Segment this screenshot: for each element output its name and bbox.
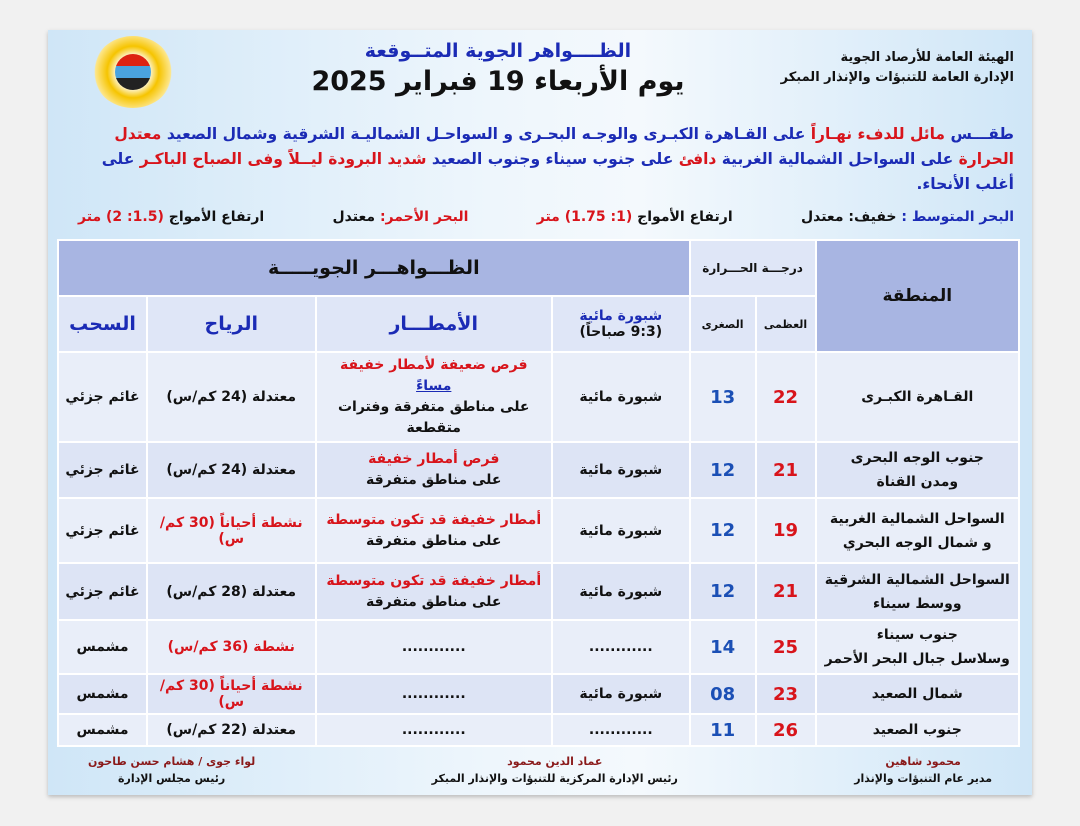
table-row	[58, 620, 1019, 674]
table-row	[58, 352, 1019, 442]
weather-summary	[62, 122, 1014, 197]
ema-logo	[93, 36, 173, 108]
region-cell: جنوب الصعيد	[816, 714, 1019, 746]
title: الظــــواهر الجوية المتــوقعة	[364, 40, 632, 62]
fog-cell: شبورة مائية	[552, 674, 690, 714]
organization	[734, 48, 1014, 88]
fog-cell: شبورة مائية	[552, 442, 690, 498]
clouds-cell: غائم جزئي	[58, 563, 147, 620]
region-cell: جنوب سيناء وسلاسل جبال البحر الأحمر	[816, 620, 1019, 674]
red-waves: ارتفاع الأمواج (1.5: 2) متر	[78, 209, 265, 225]
wind-cell: نشطة أحياناً (30 كم/س)	[147, 498, 316, 563]
forecast-table	[57, 239, 1020, 747]
signatures	[88, 753, 992, 787]
rain-cell: أمطار خفيفة قد تكون متوسطة على مناطق متفرقة	[316, 498, 552, 563]
header	[48, 30, 1032, 118]
table-row	[58, 674, 1019, 714]
max-temp: 25	[756, 620, 816, 674]
table-row	[58, 498, 1019, 563]
fog-cell: شبورة مائية	[552, 498, 690, 563]
rain-cell: فرص أمطار خفيفة على مناطق متفرقة	[316, 442, 552, 498]
summary-text: على القـاهرة الكبـرى والوجـه البحـرى و السواحـل الشماليـة الشرقية وشمال الصعيد	[166, 125, 806, 143]
summary-text: على أغلب الأنحاء.	[101, 150, 1014, 193]
max-temp: 21	[756, 563, 816, 620]
phenomena-header: الظـــواهـــر الجويـــــة	[58, 240, 690, 296]
table-row	[58, 563, 1019, 620]
min-temp: 12	[690, 563, 756, 620]
rain-cell: أمطار خفيفة قد تكون متوسطة على مناطق متفرقة	[316, 563, 552, 620]
wind-cell: نشطة أحياناً (30 كم/س)	[147, 674, 316, 714]
temp-header: درجـــة الحـــرارة	[690, 240, 816, 296]
rain-cell: ............	[316, 714, 552, 746]
org-department: الإدارة العامة للتنبؤات والإنذار المبكر	[780, 70, 1014, 85]
wind-cell: معتدلة (28 كم/س)	[147, 563, 316, 620]
summary-text: مائل للدفء نهـاراً	[810, 125, 946, 143]
max-temp: 23	[756, 674, 816, 714]
region-cell: القـاهرة الكبـرى	[816, 352, 1019, 442]
org-name: الهيئة العامة للأرصاد الجوية	[840, 50, 1014, 65]
clouds-cell: غائم جزئي	[58, 498, 147, 563]
med-sea: البحر المتوسط : خفيف: معتدل	[800, 209, 1014, 225]
clouds-cell: غائم جزئي	[58, 442, 147, 498]
med-waves: ارتفاع الأمواج (1: 1.75) متر	[536, 209, 733, 225]
wind-cell: معتدلة (24 كم/س)	[147, 442, 316, 498]
rain-header: الأمطـــار	[316, 296, 552, 352]
fog-cell: ............	[552, 620, 690, 674]
summary-text: دافئ	[678, 150, 717, 168]
signature-right: محمود شاهين مدير عام التنبؤات والإنذار	[854, 755, 992, 785]
clouds-cell: مشمس	[58, 674, 147, 714]
region-cell: السواحل الشمالية الشرقية ووسط سيناء	[816, 563, 1019, 620]
max-temp: 21	[756, 442, 816, 498]
fog-header: شبورة مائية (9:3 صباحاً)	[552, 296, 690, 352]
signature-center: عماد الدين محمود رئيس الإدارة المركزية للتنبؤات والإنذار المبكر	[431, 755, 678, 785]
region-cell: جنوب الوجه البحرى ومدن القناة	[816, 442, 1019, 498]
max-temp: 26	[756, 714, 816, 746]
min-temp: 12	[690, 442, 756, 498]
wind-cell: معتدلة (24 كم/س)	[147, 352, 316, 442]
clouds-header: السحب	[58, 296, 147, 352]
sea-state	[78, 207, 1014, 227]
min-temp: 14	[690, 620, 756, 674]
max-header: العظمى	[756, 296, 816, 352]
summary-text: شديد البرودة ليــلاً وفى الصباح الباكـر	[139, 150, 427, 168]
rain-cell: ............	[316, 620, 552, 674]
max-temp: 22	[756, 352, 816, 442]
clouds-cell: غائم جزئي	[58, 352, 147, 442]
rain-cell: ............	[316, 674, 552, 714]
region-header: المنطقة	[816, 240, 1019, 352]
wind-cell: معتدلة (22 كم/س)	[147, 714, 316, 746]
summary-text: معتدل الحرارة	[114, 125, 1014, 168]
min-temp: 12	[690, 498, 756, 563]
clouds-cell: مشمس	[58, 620, 147, 674]
table-row	[58, 442, 1019, 498]
page-title	[278, 40, 718, 97]
wind-header: الرياح	[147, 296, 316, 352]
wind-cell: نشطة (36 كم/س)	[147, 620, 316, 674]
min-temp: 11	[690, 714, 756, 746]
region-cell: السواحل الشمالية الغربية و شمال الوجه البحري	[816, 498, 1019, 563]
clouds-cell: مشمس	[58, 714, 147, 746]
summary-text: على جنوب سيناء وجنوب الصعيد	[431, 150, 674, 168]
summary-text: على السواحل الشمالية الغربية	[721, 150, 954, 168]
min-header: الصغرى	[690, 296, 756, 352]
summary-text: طقـــس	[950, 125, 1014, 143]
signature-left: لواء جوى / هشام حسن طاحون رئيس مجلس الإدارة	[88, 755, 256, 785]
min-temp: 08	[690, 674, 756, 714]
date: يوم الأربعاء 19 فبراير 2025	[311, 66, 685, 97]
region-cell: شمال الصعيد	[816, 674, 1019, 714]
forecast-sheet	[48, 30, 1032, 795]
fog-cell: ............	[552, 714, 690, 746]
red-sea: البحر الأحمر: معتدل	[332, 209, 469, 225]
rain-cell: فرص ضعيفة لأمطار خفيفة مساءً على مناطق متفرقة وفترات متقطعة	[316, 352, 552, 442]
table-row	[58, 714, 1019, 746]
fog-cell: شبورة مائية	[552, 352, 690, 442]
max-temp: 19	[756, 498, 816, 563]
min-temp: 13	[690, 352, 756, 442]
fog-cell: شبورة مائية	[552, 563, 690, 620]
